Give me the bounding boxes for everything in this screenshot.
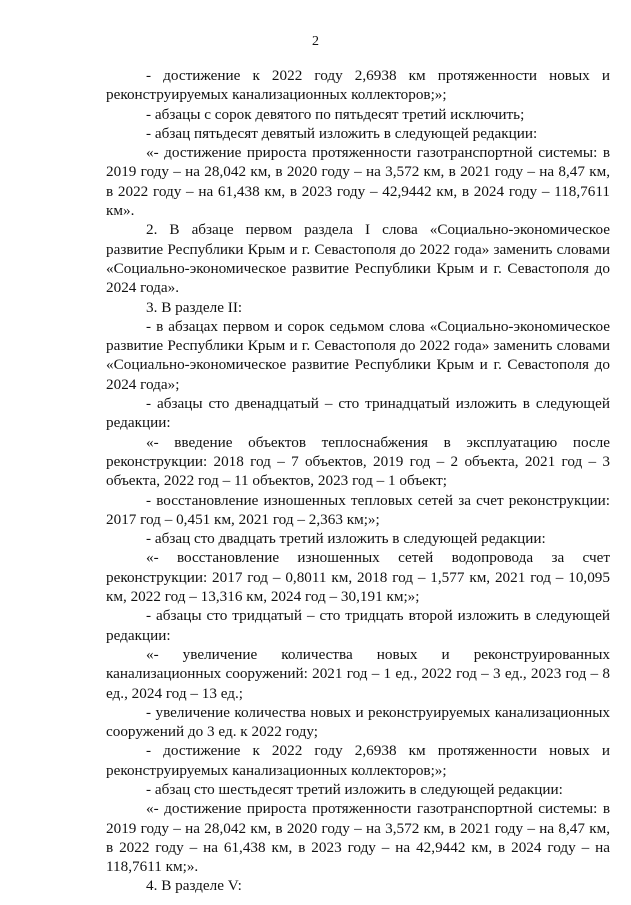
- paragraph-11: - абзац сто двадцать третий изложить в следующей редакции:: [146, 530, 546, 548]
- paragraph-4: «- достижение прироста протяженности газотранспортной системы: в 2019 году – на 28,042 км, в 2020 году – на 3,572 км, в 2021 году – на 8,47 км, в 2022 году – на 61,438 км, в 2023 году – 42,9442 км, в 2024 году – 118,7611 км».: [106, 144, 610, 220]
- paragraph-19: 4. В разделе V:: [146, 877, 242, 895]
- paragraph-17: - абзац сто шестьдесят третий изложить в следующей редакции:: [146, 780, 563, 798]
- paragraph-14: «- увеличение количества новых и реконструированных канализационных сооружений: 2021 год – 1 ед., 2022 год – 3 ед., 2023 год – 8 ед., 2024 год – 13 ед.;: [106, 645, 610, 702]
- paragraph-10: - восстановление изношенных тепловых сетей за счет реконструкции: 2017 год – 0,451 км, 2021 год – 2,363 км;»;: [106, 491, 610, 528]
- paragraph-1: - достижение к 2022 году 2,6938 км протяженности новых и реконструируемых канализационных коллекторов;»;: [106, 67, 610, 104]
- paragraph-16: - достижение к 2022 году 2,6938 км протяженности новых и реконструируемых канализационных коллекторов;»;: [106, 742, 610, 779]
- paragraph-5: 2. В абзаце первом раздела I слова «Социально-экономическое развитие Республики Крым и г. Севастополя до 2022 года» заменить словами «Социально-экономическое развитие Республики Крым и г. Севастополя до 2024 года».: [106, 221, 610, 297]
- paragraph-7: - в абзацах первом и сорок седьмом слова «Социально-экономическое развитие Республики Крым и г. Севастополя до 2022 года» заменить словами «Социально-экономическое развитие Республики Крым и г. Севастополя до 2024 года»;: [106, 317, 610, 393]
- paragraph-8: - абзацы сто двенадцатый – сто тринадцатый изложить в следующей редакции:: [106, 395, 610, 432]
- paragraph-3: - абзац пятьдесят девятый изложить в следующей редакции:: [146, 124, 538, 142]
- paragraph-6: 3. В разделе II:: [146, 298, 243, 316]
- document-body: [106, 66, 610, 896]
- paragraph-12: «- восстановление изношенных сетей водопровода за счет реконструкции: 2017 год – 0,8011 км, 2018 год – 1,577 км, 2021 год – 10,095 км, 2022 год – 13,316 км, 2024 год – 30,191 км;»;: [106, 549, 610, 606]
- paragraph-2: - абзацы с сорок девятого по пятьдесят третий исключить;: [146, 105, 525, 123]
- paragraph-9: «- введение объектов теплоснабжения в эксплуатацию после реконструкции: 2018 год – 7 объектов, 2019 год – 2 объекта, 2021 год – 3 объекта, 2022 год – 11 объектов, 2023 год – 1 объект;: [106, 433, 610, 490]
- paragraph-13: - абзацы сто тридцатый – сто тридцать второй изложить в следующей редакции:: [106, 607, 610, 644]
- paragraph-15: - увеличение количества новых и реконструируемых канализационных сооружений до 3 ед. к 2022 году;: [106, 703, 610, 741]
- page-number: 2: [312, 34, 319, 49]
- paragraph-18: «- достижение прироста протяженности газотранспортной системы: в 2019 году – на 28,042 км, в 2020 году – на 3,572 км, в 2021 году – на 8,47 км, в 2022 году – на 61,438 км, в 2023 году – на 42,9442 км, в 2024 году – на 118,7611 км;».: [106, 800, 610, 876]
